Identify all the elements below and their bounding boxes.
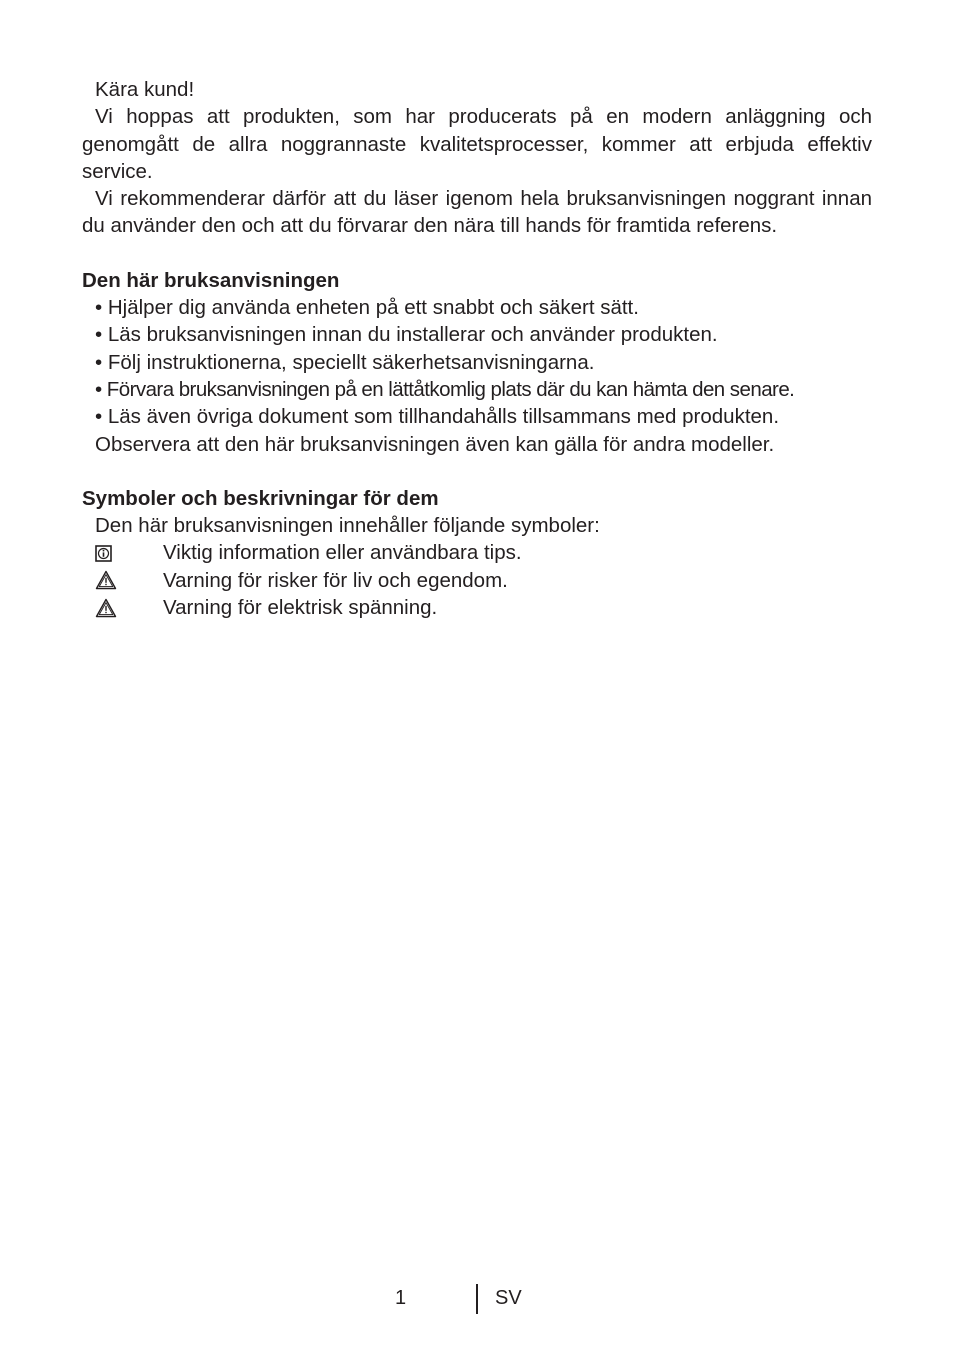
page-footer [0, 1284, 954, 1316]
list-item: • Läs även övriga dokument som tillhandahålls tillsammans med produkten. [95, 405, 780, 429]
symbols-intro: Den här bruksanvisningen innehåller följande symboler: [95, 514, 600, 538]
list-item: • Följ instruktionerna, speciellt säkerhetsanvisningarna. [95, 350, 595, 374]
document-page [82, 76, 872, 621]
intro-paragraph-1: Vi hoppas att produkten, som har producerats på en modern anläggning och genomgått de allra noggrannaste kvalitetsprocesser, kommer att erbjuda effektiv service. [82, 105, 872, 183]
info-icon [95, 540, 163, 567]
page-number: 1 [395, 1287, 407, 1309]
footer-divider [476, 1284, 478, 1314]
manual-section-heading: Den här bruksanvisningen [82, 268, 340, 292]
symbol-description: Varning för risker för liv och egendom. [163, 568, 508, 592]
manual-note: Observera att den här bruksanvisningen även kan gälla för andra modeller. [95, 432, 775, 456]
intro-paragraph-2: Vi rekommenderar därför att du läser igenom hela bruksanvisningen noggrant innan du använder den och att du förvarar den nära till hands för framtida referens. [82, 187, 872, 238]
warning-icon [95, 567, 163, 594]
warning-icon [95, 594, 163, 621]
list-item: • Hjälper dig använda enheten på ett snabbt och säkert sätt. [95, 296, 639, 320]
symbol-row-info [82, 539, 872, 566]
greeting: Kära kund! [95, 78, 195, 101]
symbols-section-heading: Symboler och beskrivningar för dem [82, 486, 439, 510]
symbol-description: Viktig information eller användbara tips. [163, 541, 522, 565]
symbol-row-warning-life [82, 567, 872, 594]
symbol-description: Varning för elektrisk spänning. [163, 596, 438, 620]
symbol-row-warning-electric [82, 594, 872, 621]
manual-bullet-list [82, 294, 872, 430]
language-code: SV [495, 1287, 522, 1309]
list-item: • Läs bruksanvisningen innan du installerar och använder produkten. [95, 323, 718, 347]
list-item: • Förvara bruksanvisningen på en lättåtkomlig plats där du kan hämta den senare. [95, 377, 795, 401]
